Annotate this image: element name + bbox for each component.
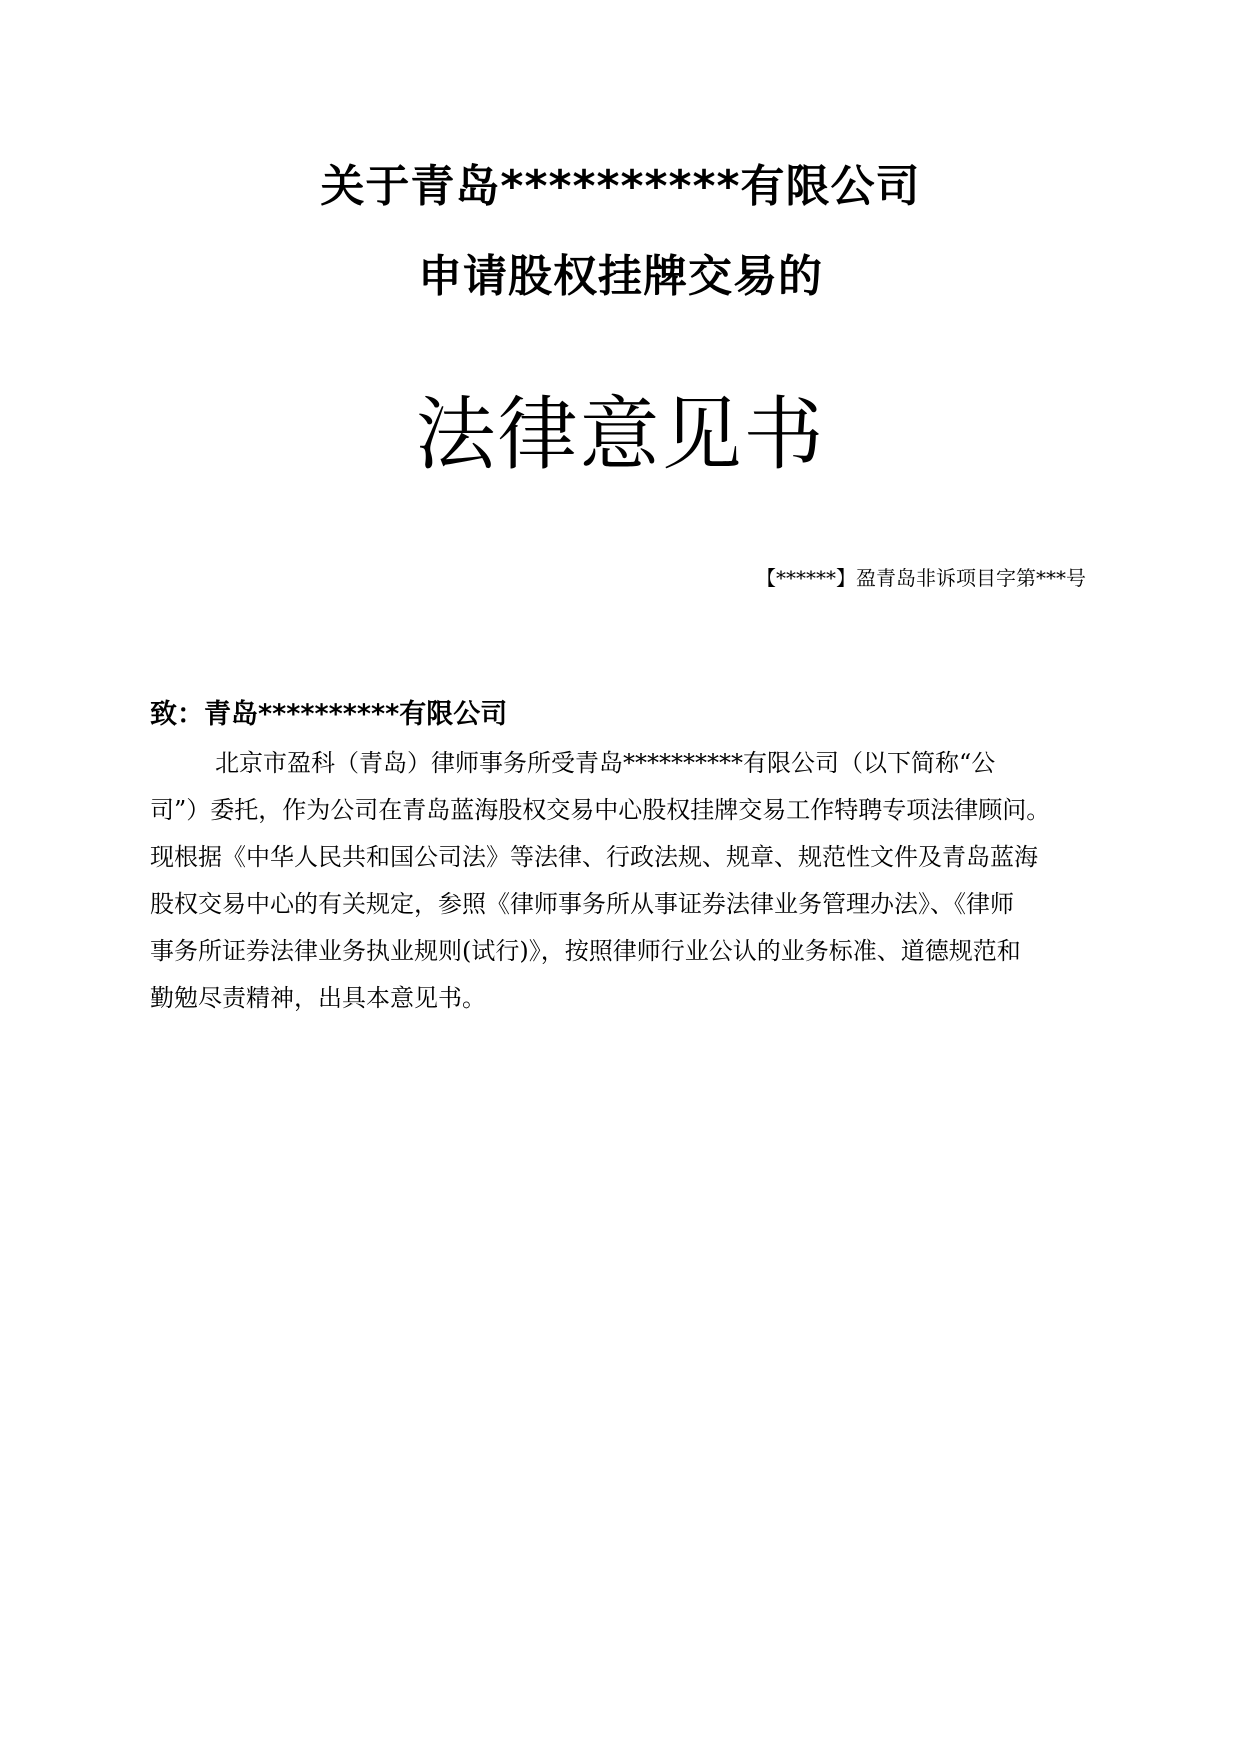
- addressee: 致：青岛**********有限公司: [150, 699, 508, 730]
- body-line: 事务所证券法律业务执业规则(试行)》，按照律师行业公认的业务标准、道德规范和: [150, 937, 1021, 965]
- body-paragraph: [150, 740, 1090, 1022]
- reference-number: 【******】盈青岛非诉项目字第***号: [756, 566, 1086, 590]
- body-line: 司”）委托，作为公司在青岛蓝海股权交易中心股权挂牌交易工作特聘专项法律顾问。: [150, 796, 1051, 824]
- body-line: 现根据《中华人民共和国公司法》等法律、行政法规、规章、规范性文件及青岛蓝海: [150, 843, 1038, 871]
- title-line-2: 申请股权挂牌交易的: [418, 251, 823, 302]
- body-line: 股权交易中心的有关规定，参照《律师事务所从事证券法律业务管理办法》、《律师: [150, 890, 1014, 918]
- body-line: 北京市盈科（青岛）律师事务所受青岛**********有限公司（以下简称“公: [215, 749, 996, 777]
- title-line-1: 关于青岛**********有限公司: [320, 161, 921, 212]
- document-title: 法律意见书: [415, 388, 826, 481]
- body-line: 勤勉尽责精神，出具本意见书。: [150, 984, 486, 1012]
